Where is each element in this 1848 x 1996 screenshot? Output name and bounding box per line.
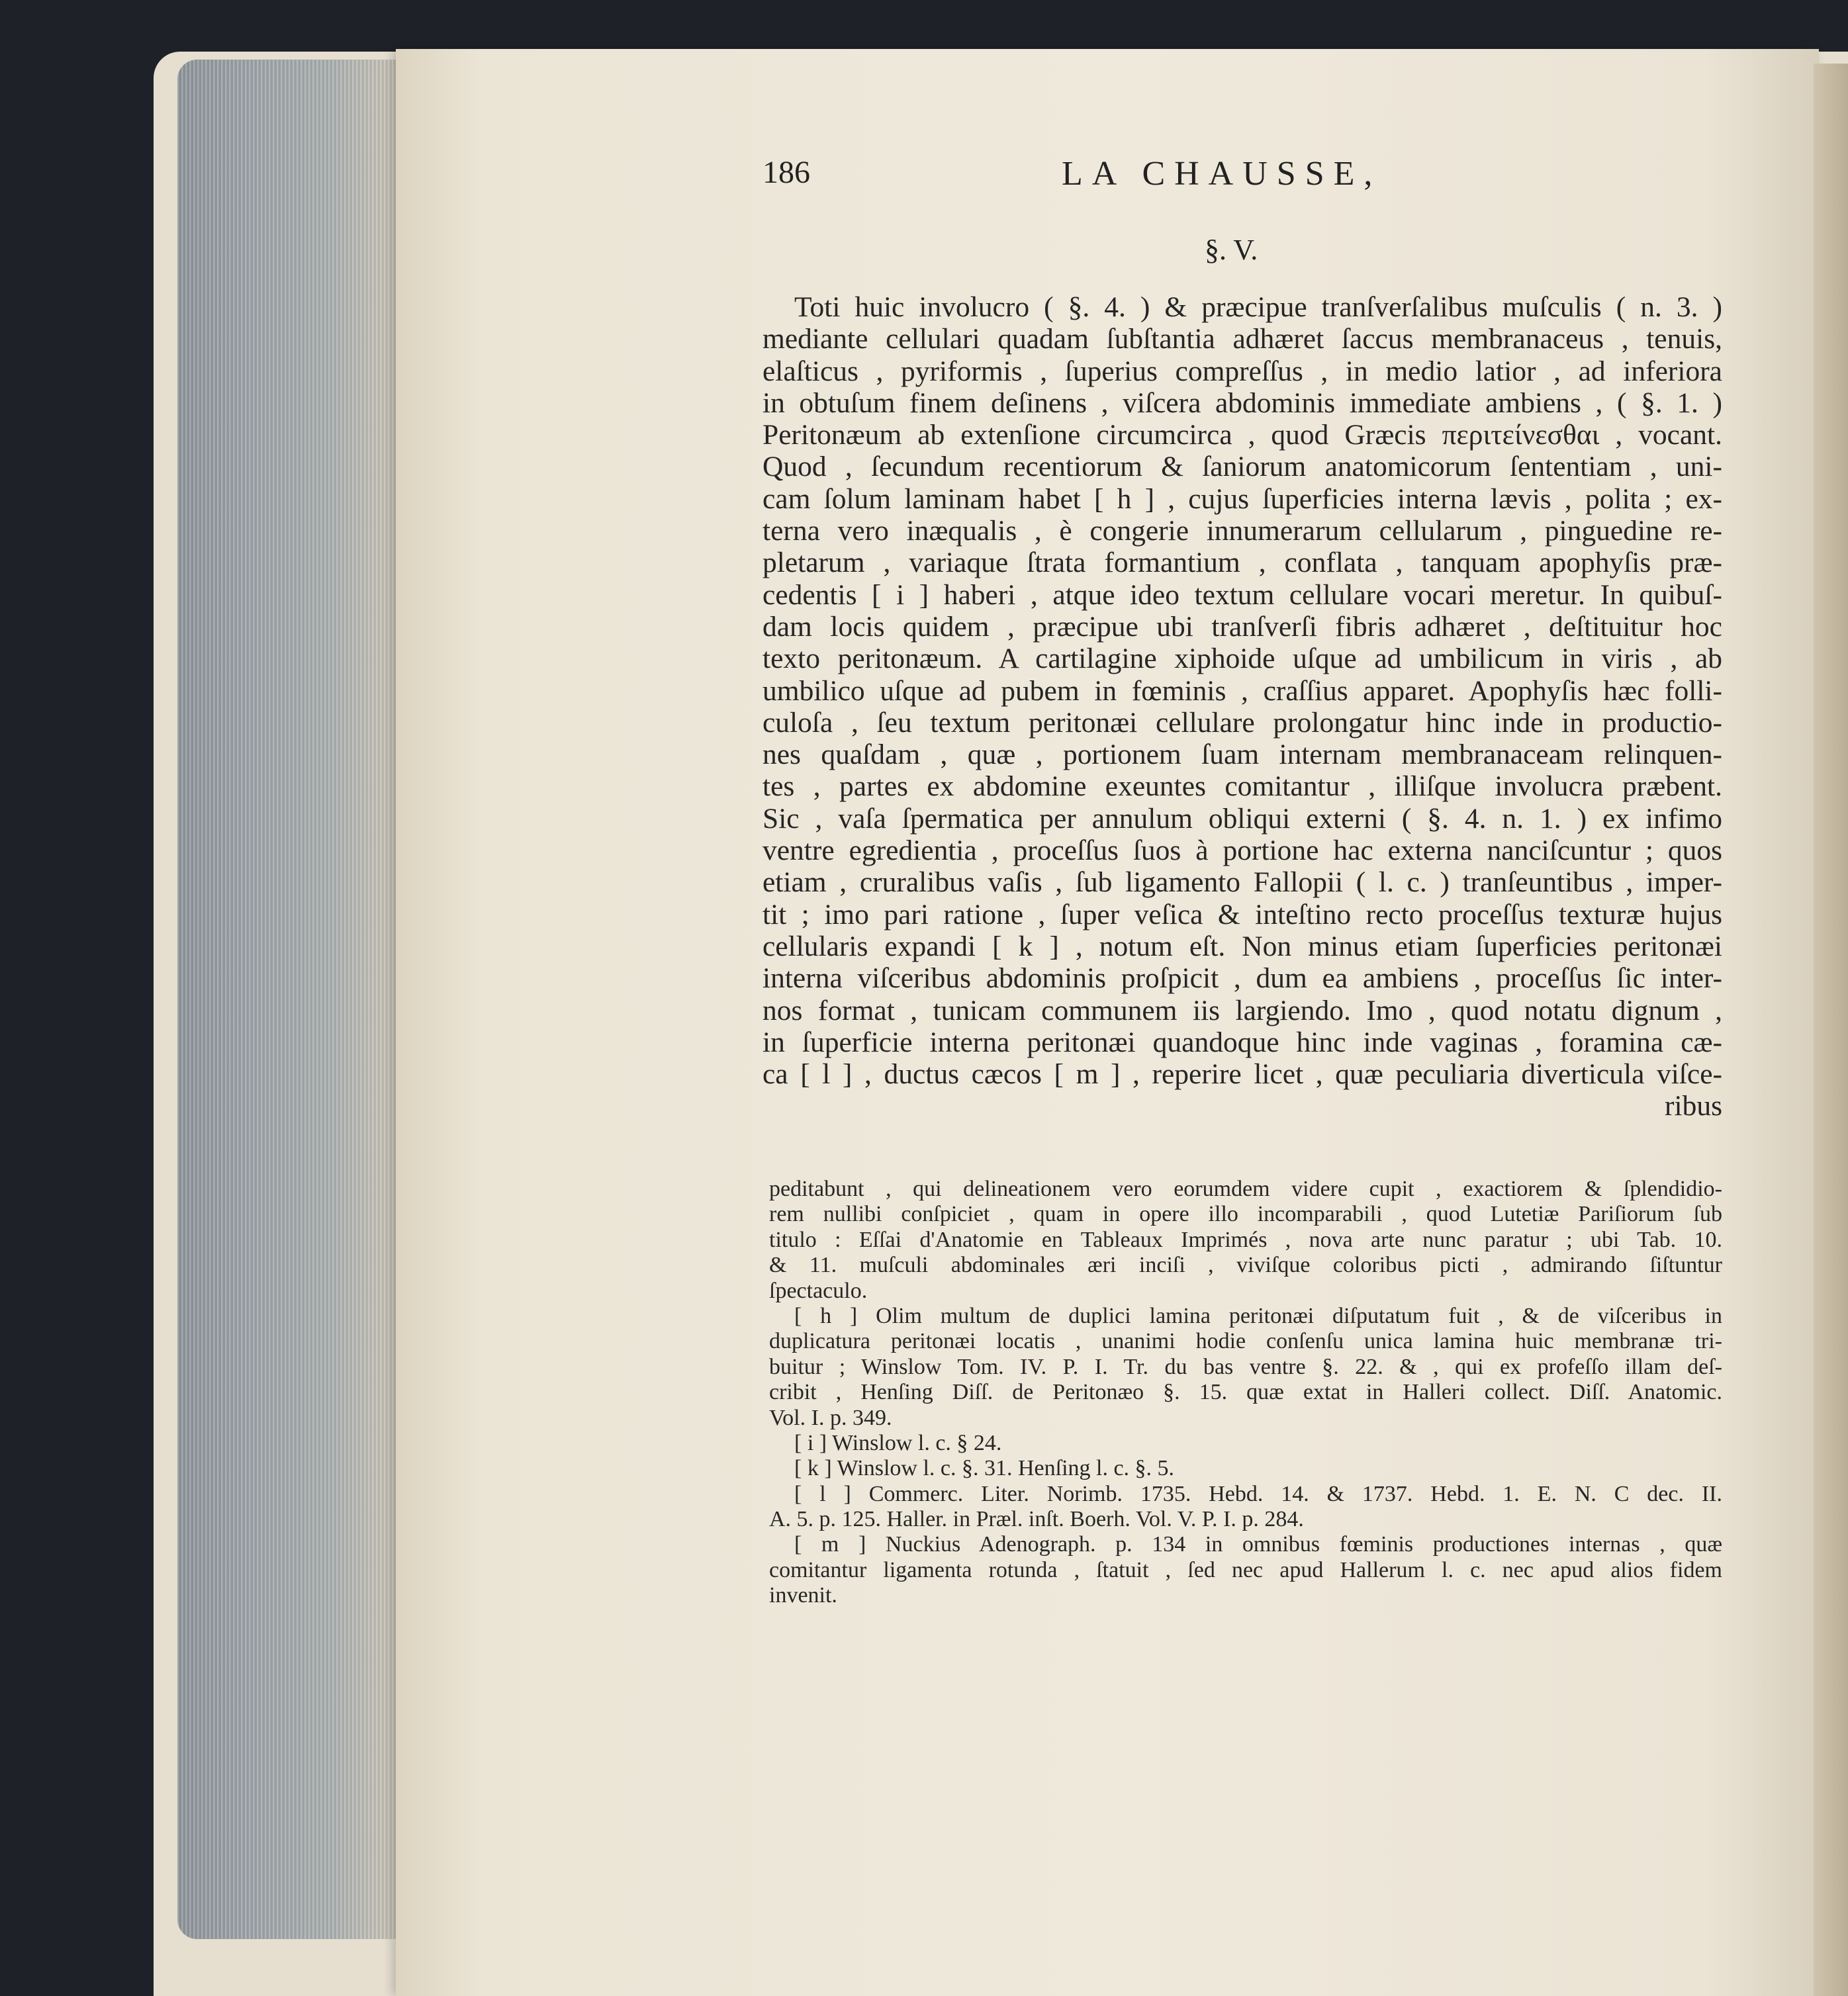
footnote-line: titulo : Eſſai d'Anatomie en Tableaux Imprimés , nova arte nunc paratur ; ubi Tab. 10.: [769, 1227, 1722, 1252]
text-line: umbilico uſque ad pubem in fœminis , craſſius apparet. Apophyſis hæc folli-: [762, 674, 1722, 707]
text-line: nos format , tunicam communem iis largiendo. Imo , quod notatu dignum ,: [762, 994, 1722, 1026]
page-gutter: [1814, 64, 1848, 1996]
text-line: interna viſceribus abdominis proſpicit , dum ea ambiens , proceſſus ſic inter-: [762, 962, 1722, 995]
footnote-m: [ m ] Nuckius Adenograph. p. 134 in omnibus fœminis productiones internas , quæ: [794, 1532, 1722, 1557]
footnote-line: rem nullibi conſpiciet , quam in opere illo incomparabili , quod Lutetiæ Pariſiorum ſub: [769, 1202, 1722, 1227]
running-head: LA CHAUSSE,: [1062, 155, 1382, 193]
footnote-line: peditabunt , qui delineationem vero eorumdem videre cupit , exactiorem & ſplendidio-: [769, 1177, 1722, 1201]
text-line: nes quaſdam , quæ , portionem ſuam internam membranaceam relinquen-: [762, 739, 1722, 771]
footnote-line: invenit.: [769, 1583, 837, 1608]
text-line: mediante cellulari quadam ſubſtantia adhæret ſaccus membranaceus , tenuis,: [762, 323, 1722, 355]
footnote-line: cribit , Henſing Diſſ. de Peritonæo §. 15. quæ extat in Halleri collect. Diſſ. Anatomic.: [769, 1380, 1722, 1405]
text-line: cam ſolum laminam habet [ h ] , cujus ſuperficies interna lævis , polita ; ex-: [762, 482, 1722, 515]
main-text: [762, 291, 1722, 1122]
footnote-l: [ l ] Commerc. Liter. Norimb. 1735. Hebd. 14. & 1737. Hebd. 1. E. N. C dec. II.: [794, 1481, 1722, 1506]
footnote-line: & 11. muſculi abdominales æri inciſi , viviſque coloribus picti , admirando ſiſtuntur: [769, 1253, 1722, 1278]
text-line: Peritonæum ab extenſione circumcirca , quod Græcis περιτείνεσθαι , vocant.: [762, 419, 1722, 451]
footnote-line: Vol. I. p. 349.: [769, 1405, 892, 1430]
footnote-line: buitur ; Winslow Tom. IV. P. I. Tr. du bas ventre §. 22. & , qui ex profeſſo illam deſ-: [769, 1354, 1722, 1379]
footnote-k: [ k ] Winslow l. c. §. 31. Henſing l. c. §. 5.: [794, 1456, 1175, 1481]
catchword: ribus: [1665, 1090, 1722, 1122]
text-line: in obtuſum finem deſinens , viſcera abdominis immediate ambiens , ( §. 1. ): [762, 386, 1722, 419]
text-line: Quod , ſecundum recentiorum & ſaniorum anatomicorum ſententiam , uni-: [762, 451, 1722, 483]
text-line: terna vero inæqualis , è congerie innumerarum cellularum , pinguedine re-: [762, 515, 1722, 547]
text-line: ventre egredientia , proceſſus ſuos à portione hac externa nanciſcuntur ; quos: [762, 835, 1722, 867]
text-line: texto peritonæum. A cartilagine xiphoide uſque ad umbilicum in viris , ab: [762, 643, 1722, 675]
footnote-line: duplicatura peritonæi locatis , unanimi hodie conſenſu unica lamina huic membranæ tri-: [769, 1329, 1722, 1354]
text-line: Toti huic involucro ( §. 4. ) & præcipue tranſverſalibus muſculis ( n. 3. ): [794, 291, 1722, 323]
book-fore-edge: [177, 60, 396, 1939]
text-line: in ſuperficie interna peritonæi quandoque hinc inde vaginas , foramina cæ-: [762, 1026, 1722, 1058]
footnote-i: [ i ] Winslow l. c. § 24.: [794, 1430, 1002, 1455]
text-line: tit ; imo pari ratione , ſuper veſica & inteſtino recto proceſſus texturæ hujus: [762, 898, 1722, 930]
text-line: ca [ l ] , ductus cæcos [ m ] , reperire licet , quæ peculiaria diverticula viſce-: [762, 1058, 1722, 1091]
footnote-line: ſpectaculo.: [769, 1278, 868, 1303]
page-header: [762, 154, 1484, 194]
footnote-h: [ h ] Olim multum de duplici lamina peritonæi diſputatum fuit , & de viſceribus in: [794, 1303, 1722, 1328]
text-line: cellularis expandi [ k ] , notum eſt. Non minus etiam ſuperficies peritonæi: [762, 930, 1722, 962]
text-line: pletarum , variaque ſtrata formantium , conflata , tanquam apophyſis præ-: [762, 547, 1722, 579]
text-line: etiam , cruralibus vaſis , ſub ligamento Fallopii ( l. c. ) tranſeuntibus , imper-: [762, 866, 1722, 899]
text-line: dam locis quidem , præcipue ubi tranſverſi fibris adhæret , deſtituitur hoc: [762, 610, 1722, 643]
footnote-line: A. 5. p. 125. Haller. in Præl. inſt. Boerh. Vol. V. P. I. p. 284.: [769, 1507, 1304, 1532]
footnote-line: comitantur ligamenta rotunda , ſtatuit , ſed nec apud Hallerum l. c. nec apud alios fidem: [769, 1557, 1722, 1582]
footnotes: [769, 1177, 1722, 1609]
text-line: culoſa , ſeu textum peritonæi cellulare prolongatur hinc inde in productio-: [762, 706, 1722, 739]
section-title: §. V.: [1205, 234, 1258, 266]
page-number: 186: [762, 155, 810, 190]
text-line: tes , partes ex abdomine exeuntes comitantur , illiſque involucra præbent.: [762, 770, 1722, 803]
text-line: cedentis [ i ] haberi , atque ideo textum cellulare vocari meretur. In quibuſ-: [762, 578, 1722, 611]
text-line: elaſticus , pyriformis , ſuperius compreſſus , in medio latior , ad inferiora: [762, 355, 1722, 387]
text-line: Sic , vaſa ſpermatica per annulum obliqui externi ( §. 4. n. 1. ) ex infimo: [762, 802, 1722, 835]
